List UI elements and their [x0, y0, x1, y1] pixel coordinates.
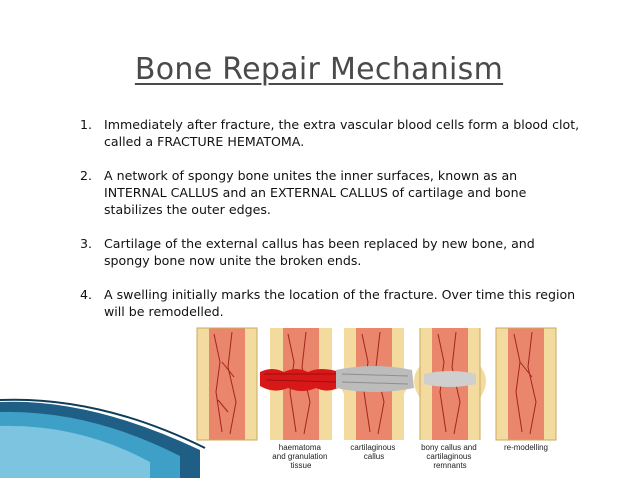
caption-cartilaginous-callus: cartilaginous callus [350, 443, 396, 461]
stage-5-remodelling [496, 328, 556, 440]
step-item [80, 286, 580, 320]
step-number: 2. [80, 168, 93, 183]
caption-haematoma: haematoma and granulation tissue [272, 443, 328, 470]
step-text: Immediately after fracture, the extra vascular blood cells form a blood clot, called a FRACTURE HEMATOMA. [104, 117, 580, 149]
step-text: A network of spongy bone unites the inner surfaces, known as an INTERNAL CALLUS and an EXTERNAL CALLUS of cartilage and bone stabilizes the outer edges. [104, 168, 527, 217]
step-text: Cartilage of the external callus has been replaced by new bone, and spongy bone now unite the broken ends. [104, 236, 535, 268]
stage-4-bony-callus [414, 328, 486, 440]
stage-1-fracture [197, 328, 257, 440]
step-number: 3. [80, 236, 93, 251]
step-item [80, 235, 580, 269]
stage-2-haematoma [260, 328, 342, 440]
stage-3-cartilaginous-callus [336, 328, 414, 440]
slide-title: Bone Repair Mechanism [134, 52, 504, 87]
step-number: 4. [80, 287, 93, 302]
caption-remodelling: re-modelling [503, 443, 549, 452]
step-item [80, 167, 580, 218]
caption-bony-callus: bony callus and cartilaginous remnants [421, 443, 477, 470]
repair-steps-list [80, 116, 580, 337]
step-text: A swelling initially marks the location of the fracture. Over time this region will be remodelled. [104, 287, 576, 319]
step-number: 1. [80, 117, 93, 132]
bone-repair-stages-figure [192, 322, 572, 478]
step-item [80, 116, 580, 150]
